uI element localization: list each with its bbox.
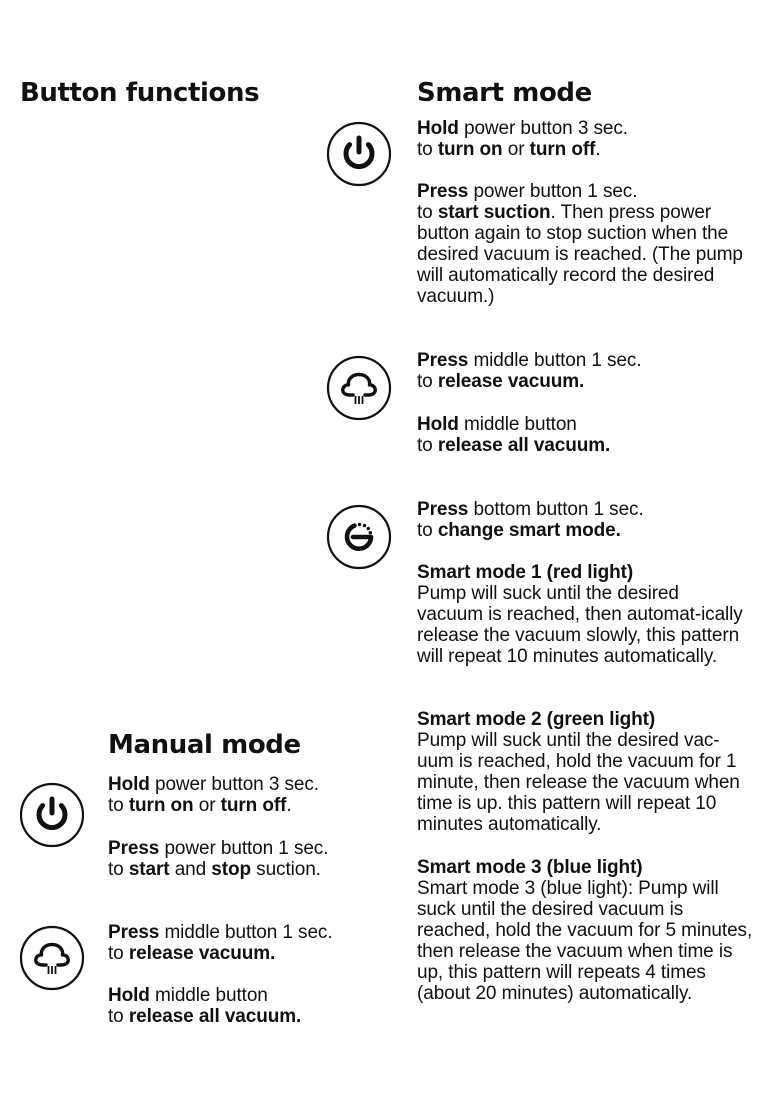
action: release vacuum. (437, 371, 585, 392)
manual-middle-button (19, 925, 85, 991)
text: to (108, 859, 129, 880)
smart-power-hold-instruction (417, 118, 762, 160)
action: stop (211, 859, 251, 880)
text: . (286, 795, 292, 816)
action: turn off (220, 795, 287, 816)
text: to (108, 1006, 129, 1027)
text: to (417, 139, 438, 160)
action: turn on (128, 795, 194, 816)
manual-mode-heading: Manual mode (108, 730, 301, 760)
text: . Then press power button again to stop suction when the desired vacuum is reached. (The pump will automatically record the desired vacuum.) (417, 202, 743, 307)
manual-power-press-instruction (108, 838, 398, 880)
text: . (595, 139, 601, 160)
button-functions-heading: Button functions (20, 78, 260, 108)
text: or (193, 795, 221, 816)
text: power button 3 sec. (149, 774, 319, 795)
manual-middle-press-instruction (108, 922, 398, 964)
verb: Hold (417, 118, 459, 139)
text: to (417, 202, 438, 223)
text: power button 1 sec. (468, 181, 638, 202)
smart-middle-hold-instruction (417, 414, 762, 456)
smart-mode-icon (326, 504, 392, 570)
power-icon (326, 121, 392, 187)
smart-mode-1-description (417, 562, 747, 667)
text: to (417, 371, 438, 392)
action: release vacuum. (128, 943, 276, 964)
text: to (108, 943, 129, 964)
text: to (108, 795, 129, 816)
text: to (417, 435, 438, 456)
smart-mode-3-description (417, 857, 755, 1004)
text: middle button (149, 985, 268, 1006)
verb: Press (417, 181, 469, 202)
text: middle button 1 sec. (468, 350, 642, 371)
smart-power-press-instruction (417, 181, 762, 307)
smart-mode-2-title: Smart mode 2 (green light) (417, 709, 656, 730)
text: middle button 1 sec. (159, 922, 333, 943)
text: power button 3 sec. (458, 118, 628, 139)
verb: Hold (108, 774, 150, 795)
smart-mode-3-body: Smart mode 3 (blue light): Pump will suck until the desired vacuum is reached, hold the vacuum for 5 minutes, then release the vacuum when time is up, this pattern will repeats 4 times (about 20 minutes) automatically. (417, 878, 753, 1004)
verb: Hold (108, 985, 150, 1006)
verb: Press (108, 922, 160, 943)
verb: Press (417, 350, 469, 371)
verb: Press (108, 838, 160, 859)
action: release all vacuum. (128, 1006, 302, 1027)
smart-mode-1-title: Smart mode 1 (red light) (417, 562, 634, 583)
text: or (502, 139, 530, 160)
text: power button 1 sec. (159, 838, 329, 859)
smart-middle-button (326, 355, 392, 421)
text: suction. (251, 859, 321, 880)
action: start suction (437, 202, 551, 223)
smart-bottom-press-instruction (417, 499, 762, 541)
text: to (417, 520, 438, 541)
release-vacuum-icon (19, 925, 85, 991)
action: start (128, 859, 170, 880)
smart-mode-heading: Smart mode (417, 78, 592, 108)
manual-power-hold-instruction (108, 774, 398, 816)
action: turn on (437, 139, 503, 160)
action: turn off (529, 139, 596, 160)
verb: Hold (417, 414, 459, 435)
manual-power-button (19, 782, 85, 848)
text: and (169, 859, 212, 880)
action: change smart mode. (437, 520, 621, 541)
smart-mode-2-description (417, 709, 755, 835)
release-vacuum-icon (326, 355, 392, 421)
power-icon (19, 782, 85, 848)
smart-bottom-button (326, 504, 392, 570)
action: release all vacuum. (437, 435, 611, 456)
manual-middle-hold-instruction (108, 985, 398, 1027)
smart-mode-1-body: Pump will suck until the desired vacuum is reached, then automat-ically release the vacuum slowly, this pattern will repeat 10 minutes automatically. (417, 583, 743, 667)
smart-mode-2-body: Pump will suck until the desired vac-uum is reached, hold the vacuum for 1 minute, then release the vacuum when time is up. this pattern will repeat 10 minutes automatically. (417, 730, 740, 835)
smart-middle-press-instruction (417, 350, 762, 392)
smart-power-button (326, 121, 392, 187)
text: middle button (458, 414, 577, 435)
smart-mode-3-title: Smart mode 3 (blue light) (417, 857, 643, 878)
verb: Press (417, 499, 469, 520)
text: bottom button 1 sec. (468, 499, 644, 520)
